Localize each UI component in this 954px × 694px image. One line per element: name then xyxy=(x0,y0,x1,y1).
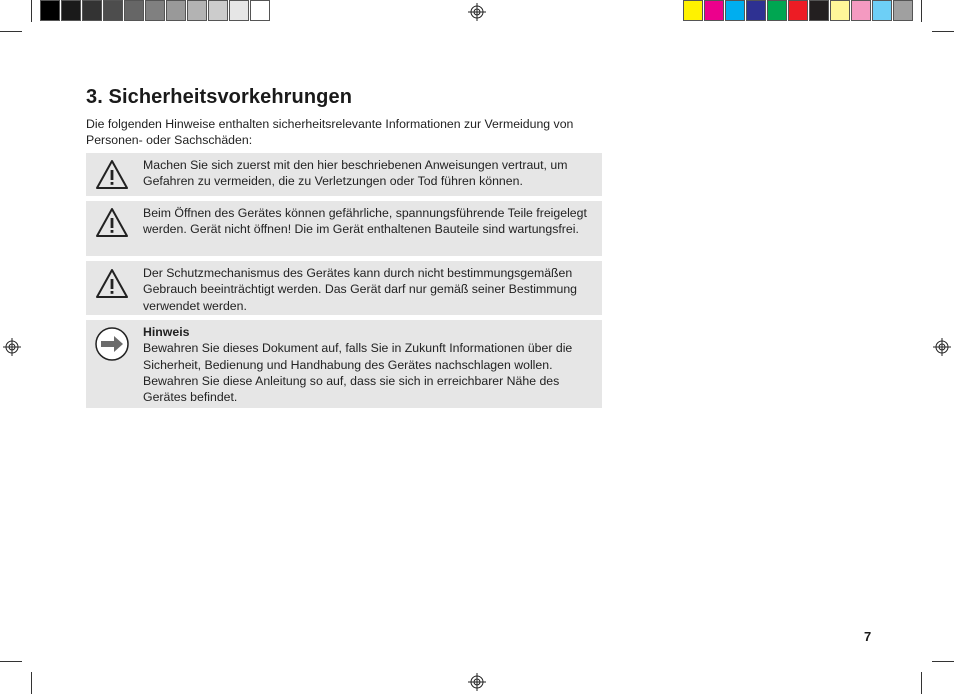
warning-triangle-icon xyxy=(94,205,130,241)
crop-mark xyxy=(0,31,22,32)
crop-mark xyxy=(921,0,922,22)
color-swatch xyxy=(830,0,850,21)
crop-mark xyxy=(932,661,954,662)
warning-notice xyxy=(86,153,602,196)
notice-text: Machen Sie sich zuerst mit den hier beschriebenen Anweisungen vertraut, um Gefahren zu vermeiden, die zu Verletzungen oder Tod führen können. xyxy=(143,158,568,189)
color-swatch xyxy=(187,0,207,21)
color-swatch xyxy=(124,0,144,21)
registration-mark-icon xyxy=(468,673,486,691)
page-number: 7 xyxy=(864,629,872,644)
crop-mark xyxy=(932,31,954,32)
warning-notice xyxy=(86,201,602,256)
color-swatch xyxy=(82,0,102,21)
warning-notice xyxy=(86,261,602,315)
crop-mark xyxy=(0,661,22,662)
notice-text: Bewahren Sie dieses Dokument auf, falls Sie in Zukunft Informationen über die Sicherheit, Bedienung und Handhabung des Gerätes nachschlagen wollen. Bewahren Sie diese Anleitung so auf, dass sie sich in erreichbarer Nähe des Gerätes befindet. xyxy=(143,341,573,405)
registration-mark-icon xyxy=(468,3,486,21)
notice-heading: Hinweis xyxy=(143,325,190,339)
warning-triangle-icon xyxy=(94,157,130,193)
color-swatch xyxy=(893,0,913,21)
color-swatch xyxy=(103,0,123,21)
color-swatch xyxy=(208,0,228,21)
info-notice xyxy=(86,320,602,408)
color-swatch xyxy=(725,0,745,21)
grayscale-calibration-bar xyxy=(40,0,271,21)
warning-triangle-icon xyxy=(94,266,130,302)
color-swatch xyxy=(704,0,724,21)
color-swatch xyxy=(145,0,165,21)
color-swatch xyxy=(229,0,249,21)
notice-text: Beim Öffnen des Gerätes können gefährliche, spannungsführende Teile freigelegt werden. Gerät nicht öffnen! Die im Gerät enthaltenen Bauteile sind wartungsfrei. xyxy=(143,206,587,237)
page-title: 3. Sicherheitsvorkehrungen xyxy=(86,86,353,108)
crop-mark xyxy=(31,672,32,694)
color-swatch xyxy=(166,0,186,21)
notice-body xyxy=(143,324,601,405)
intro-paragraph: Die folgenden Hinweise enthalten sicherheitsrelevante Informationen zur Vermeidung von Personen- oder Sachschäden: xyxy=(86,117,574,147)
registration-mark-icon xyxy=(933,338,951,356)
color-swatch xyxy=(767,0,787,21)
color-swatch xyxy=(40,0,60,21)
arrow-right-circle-icon xyxy=(94,326,130,362)
color-calibration-bar xyxy=(683,0,914,21)
color-swatch xyxy=(872,0,892,21)
color-swatch xyxy=(250,0,270,21)
crop-mark xyxy=(921,672,922,694)
notice-text: Der Schutzmechanismus des Gerätes kann durch nicht bestimmungsgemäßen Gebrauch beeinträchtigt werden. Das Gerät darf nur gemäß seiner Bestimmung verwendet werden. xyxy=(143,266,578,313)
color-swatch xyxy=(851,0,871,21)
registration-mark-icon xyxy=(3,338,21,356)
color-swatch xyxy=(746,0,766,21)
color-swatch xyxy=(809,0,829,21)
color-swatch xyxy=(683,0,703,21)
color-swatch xyxy=(61,0,81,21)
color-swatch xyxy=(788,0,808,21)
crop-mark xyxy=(31,0,32,22)
